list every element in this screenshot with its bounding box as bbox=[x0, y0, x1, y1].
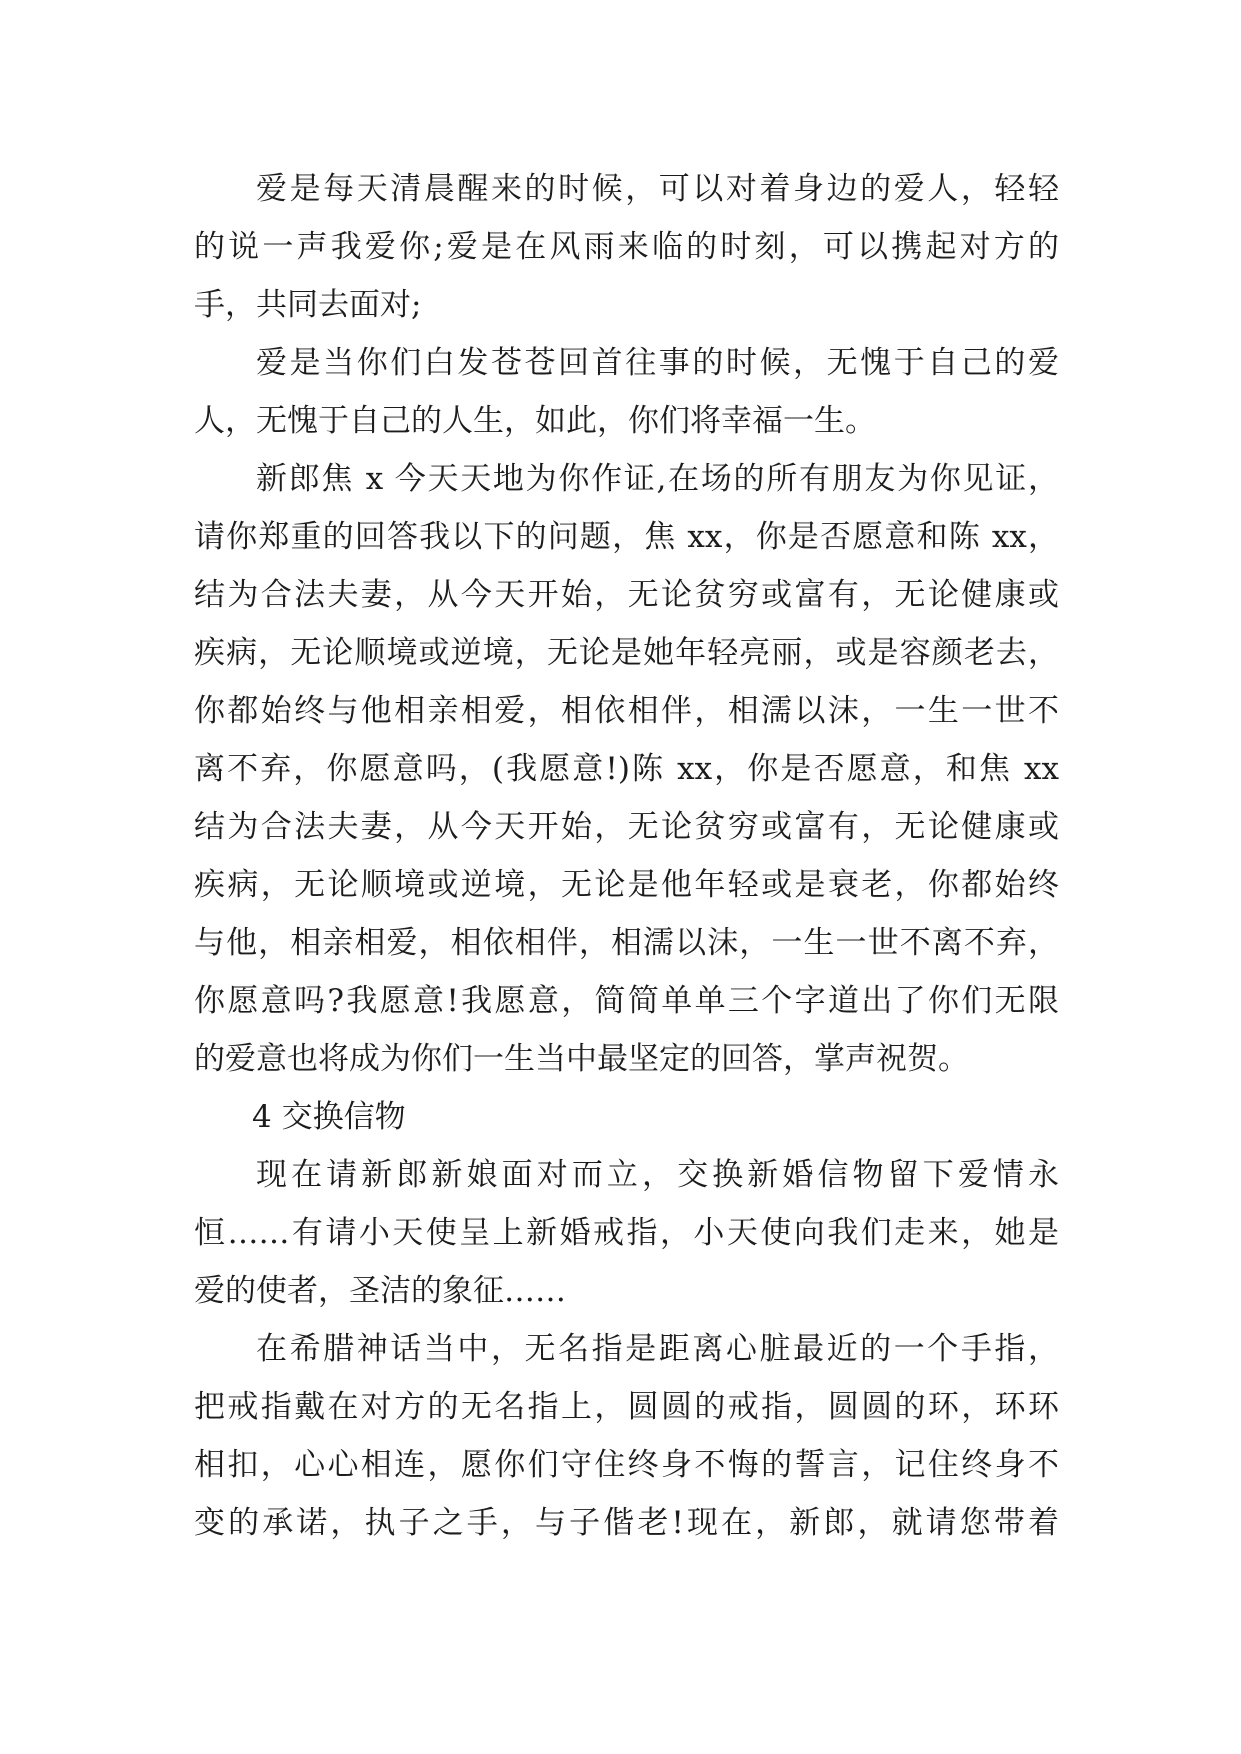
paragraph-greek-myth bbox=[194, 1320, 1059, 1552]
text-line: 你愿意吗?我愿意!我愿意，简简单单三个字道出了你们无限 bbox=[194, 983, 1059, 1019]
text-line: 爱的使者，圣洁的象征…… bbox=[194, 1273, 566, 1309]
text-line: 新郎焦 x 今天天地为你作证,在场的所有朋友为你见证， bbox=[256, 461, 1059, 497]
text-line: 爱是每天清晨醒来的时候，可以对着身边的爱人，轻轻 bbox=[256, 171, 1059, 207]
section-heading: 4 交换信物 bbox=[252, 1099, 406, 1135]
document-body bbox=[194, 160, 1059, 1552]
text-line: 的爱意也将成为你们一生当中最坚定的回答，掌声祝贺。 bbox=[194, 1041, 969, 1077]
text-line: 恒……有请小天使呈上新婚戒指，小天使向我们走来，她是 bbox=[194, 1215, 1059, 1251]
text-line: 离不弃，你愿意吗，(我愿意!)陈 xx，你是否愿意，和焦 xx bbox=[194, 751, 1059, 787]
text-line: 手，共同去面对; bbox=[194, 287, 422, 323]
paragraph-love-morning bbox=[194, 160, 1059, 334]
paragraph-love-old-age bbox=[194, 334, 1059, 450]
text-line: 爱是当你们白发苍苍回首往事的时候，无愧于自己的爱 bbox=[256, 345, 1059, 381]
text-line: 变的承诺，执子之手，与子偕老!现在，新郎，就请您带着 bbox=[194, 1505, 1059, 1541]
paragraph-vows bbox=[194, 450, 1059, 1088]
text-line: 在希腊神话当中，无名指是距离心脏最近的一个手指， bbox=[256, 1331, 1059, 1367]
text-line: 疾病，无论顺境或逆境，无论是他年轻或是衰老，你都始终 bbox=[194, 867, 1059, 903]
text-line: 现在请新郎新娘面对而立，交换新婚信物留下爱情永 bbox=[256, 1157, 1059, 1193]
text-line: 结为合法夫妻，从今天开始，无论贫穷或富有，无论健康或 bbox=[194, 809, 1059, 845]
text-line: 人，无愧于自己的人生，如此，你们将幸福一生。 bbox=[194, 403, 876, 439]
text-line: 相扣，心心相连，愿你们守住终身不悔的誓言，记住终身不 bbox=[194, 1447, 1059, 1483]
paragraph-exchange-rings bbox=[194, 1146, 1059, 1320]
text-line: 请你郑重的回答我以下的问题，焦 xx，你是否愿意和陈 xx， bbox=[194, 519, 1059, 555]
text-line: 疾病，无论顺境或逆境，无论是她年轻亮丽，或是容颜老去， bbox=[194, 635, 1059, 671]
text-line: 与他，相亲相爱，相依相伴，相濡以沫，一生一世不离不弃， bbox=[194, 925, 1059, 961]
text-line: 的说一声我爱你;爱是在风雨来临的时刻，可以携起对方的 bbox=[194, 229, 1059, 265]
text-line: 把戒指戴在对方的无名指上，圆圆的戒指，圆圆的环，环环 bbox=[194, 1389, 1059, 1425]
text-line: 结为合法夫妻，从今天开始，无论贫穷或富有，无论健康或 bbox=[194, 577, 1059, 613]
text-line: 你都始终与他相亲相爱，相依相伴，相濡以沫，一生一世不 bbox=[194, 693, 1059, 729]
